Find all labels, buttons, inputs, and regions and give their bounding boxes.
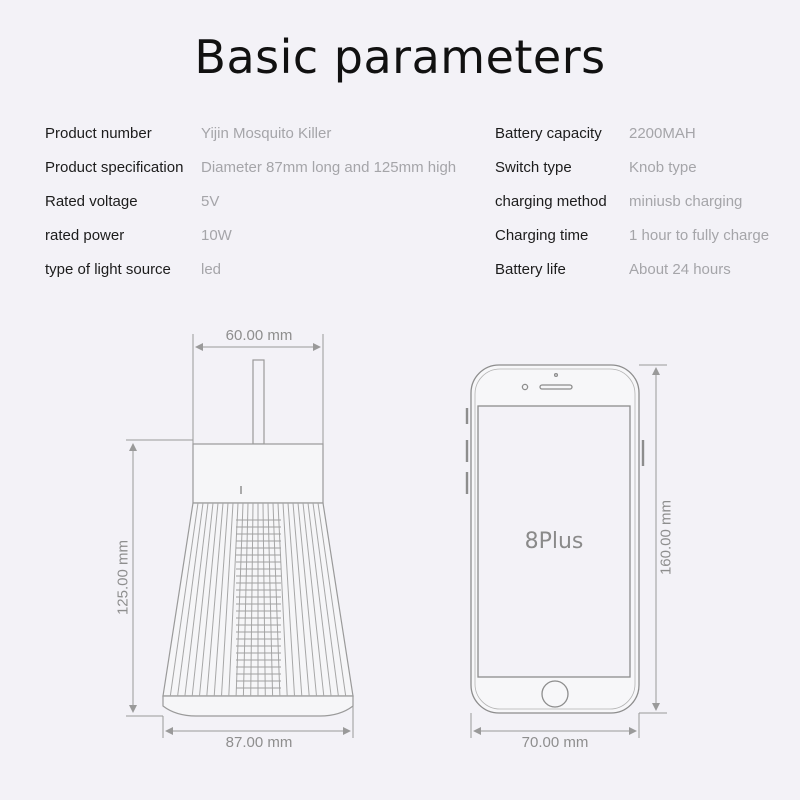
spec-value: Knob type <box>629 159 697 176</box>
lamp-top-width-label: 60.00 mm <box>218 327 300 344</box>
spec-label: Charging time <box>495 227 589 244</box>
spec-label: charging method <box>495 193 607 210</box>
spec-value: miniusb charging <box>629 193 743 210</box>
spec-value: 5V <box>201 193 220 210</box>
lamp-height-label: 125.00 mm <box>115 518 132 638</box>
spec-label: Rated voltage <box>45 193 138 210</box>
spec-value: 2200MAH <box>629 125 696 142</box>
phone-model-label: 8Plus <box>524 529 584 554</box>
spec-label: type of light source <box>45 261 171 278</box>
spec-value: 10W <box>201 227 232 244</box>
lamp-bottom-width-label: 87.00 mm <box>225 734 293 751</box>
spec-value: Diameter 87mm long and 125mm high <box>201 159 457 176</box>
spec-value: led <box>201 261 222 278</box>
phone-width-label: 70.00 mm <box>521 734 589 751</box>
spec-value: Yijin Mosquito Killer <box>201 125 332 142</box>
spec-label: Switch type <box>495 159 572 176</box>
spec-label: Battery capacity <box>495 125 602 142</box>
spec-label: rated power <box>45 227 125 244</box>
spec-value: About 24 hours <box>629 261 731 278</box>
spec-label: Product specification <box>45 159 184 176</box>
mosquito-lamp-icon <box>163 360 353 716</box>
spec-value: 1 hour to fully charge <box>629 227 770 244</box>
phone-height-label: 160.00 mm <box>658 478 675 598</box>
page-title: Basic parameters <box>194 30 606 84</box>
spec-label: Product number <box>45 125 152 142</box>
spec-label: Battery life <box>495 261 566 278</box>
